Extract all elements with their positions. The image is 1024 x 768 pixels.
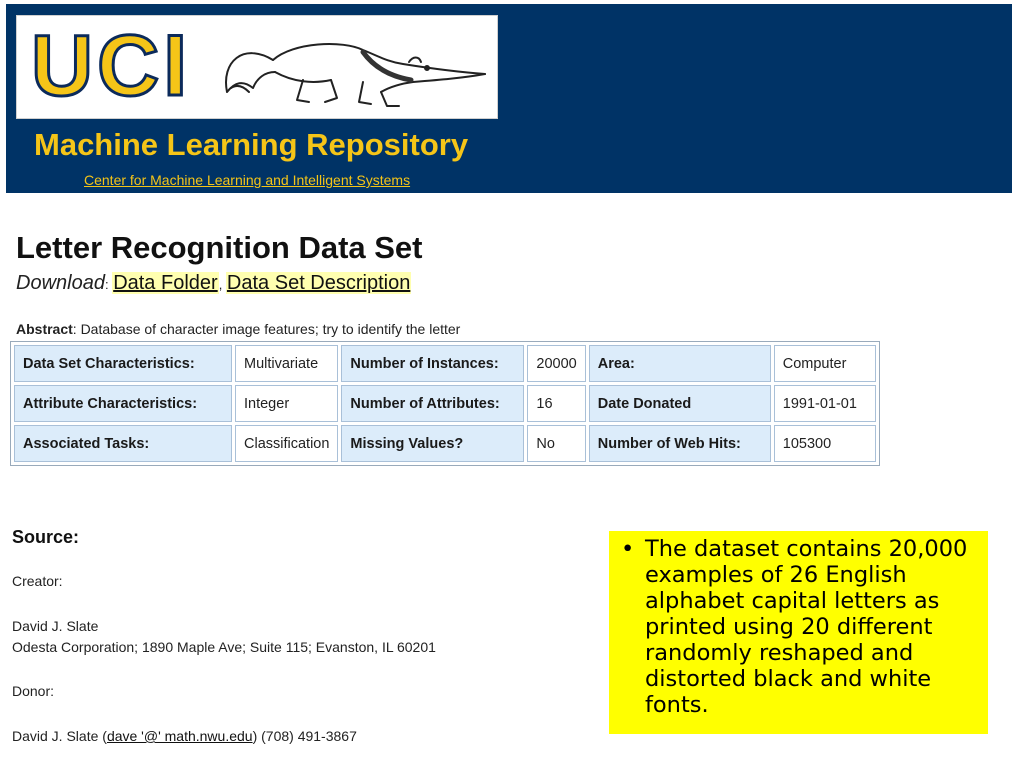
table-value-cell: No (527, 425, 585, 462)
table-key-cell: Number of Web Hits: (589, 425, 771, 462)
site-header-banner (6, 4, 1012, 193)
creator-label: Creator: (12, 573, 63, 589)
table-row (14, 385, 876, 422)
table-value-cell: 20000 (527, 345, 585, 382)
table-value-cell: 105300 (774, 425, 876, 462)
characteristics-table (10, 341, 880, 466)
table-key-cell: Number of Attributes: (341, 385, 524, 422)
table-value-cell: Computer (774, 345, 876, 382)
donor-line (12, 728, 357, 744)
table-value-cell: Multivariate (235, 345, 338, 382)
uci-logo-text: UCI (31, 18, 192, 114)
bullet-icon: • (621, 536, 635, 562)
table-row (14, 425, 876, 462)
anteater-icon (213, 22, 493, 112)
table-key-cell: Associated Tasks: (14, 425, 232, 462)
uci-logo[interactable] (16, 15, 498, 119)
creator-name: David J. Slate (12, 618, 99, 634)
donor-label: Donor: (12, 683, 55, 699)
table-value-cell: Integer (235, 385, 338, 422)
abstract (16, 321, 460, 337)
table-key-cell: Attribute Characteristics: (14, 385, 232, 422)
download-label: Download (16, 272, 105, 294)
data-set-description-link[interactable]: Data Set Description (226, 272, 411, 294)
repository-title: Machine Learning Repository (34, 127, 469, 162)
creator-address: Odesta Corporation; 1890 Maple Ave; Suite 115; Evanston, IL 60201 (12, 639, 436, 655)
donor-suffix: ) (708) 491-3867 (252, 728, 357, 744)
source-heading: Source: (12, 527, 80, 547)
table-row (14, 345, 876, 382)
donor-prefix: David J. Slate ( (12, 728, 107, 744)
list-item (609, 531, 988, 718)
download-line: Download: Data Folder, Data Set Description (16, 272, 411, 294)
table-key-cell: Missing Values? (341, 425, 524, 462)
callout-list (609, 531, 988, 718)
table-value-cell: 16 (527, 385, 585, 422)
callout-text: The dataset contains 20,000 examples of 26 English alphabet capital letters as printed using 20 different randomly reshaped and distorted black and white fonts. (645, 536, 968, 718)
table-key-cell: Data Set Characteristics: (14, 345, 232, 382)
data-folder-link[interactable]: Data Folder (113, 272, 218, 294)
table-key-cell: Number of Instances: (341, 345, 524, 382)
table-key-cell: Date Donated (589, 385, 771, 422)
callout-box (609, 531, 988, 734)
page-title: Letter Recognition Data Set (16, 230, 423, 265)
table-value-cell: 1991-01-01 (774, 385, 876, 422)
abstract-label: Abstract (16, 321, 73, 337)
table-key-cell: Area: (589, 345, 771, 382)
table-value-cell: Classification (235, 425, 338, 462)
abstract-text: : Database of character image features; try to identify the letter (72, 321, 461, 337)
donor-email-link[interactable]: dave '@' math.nwu.edu (106, 728, 253, 744)
center-link[interactable]: Center for Machine Learning and Intelligent Systems (84, 172, 411, 188)
